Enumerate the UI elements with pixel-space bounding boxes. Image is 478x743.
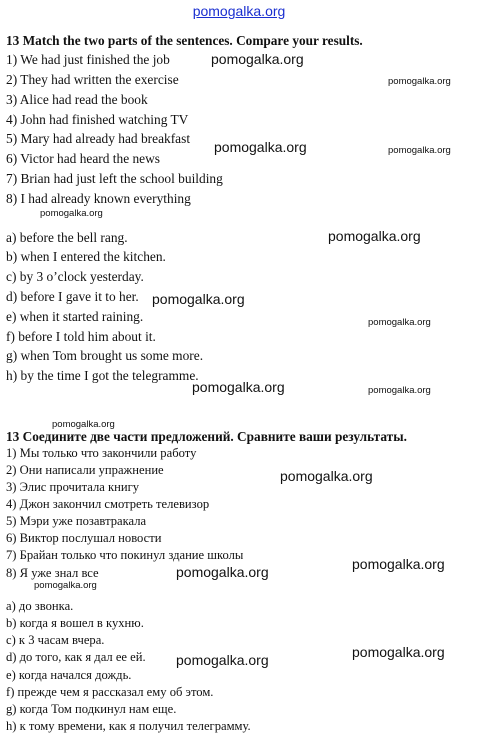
russian-item: 8) Я уже знал все	[6, 566, 99, 580]
watermark: pomogalka.org	[211, 51, 304, 67]
site-link[interactable]: pomogalka.org	[192, 3, 286, 19]
english-ending: b) when I entered the kitchen.	[6, 249, 166, 264]
english-item: 1) We had just finished the job	[6, 52, 170, 67]
english-heading: 13 Match the two parts of the sentences. Compare your results.	[6, 33, 363, 48]
watermark: pomogalka.org	[152, 291, 245, 307]
watermark: pomogalka.org	[34, 580, 97, 591]
english-ending: c) by 3 o’clock yesterday.	[6, 269, 144, 284]
watermark: pomogalka.org	[192, 379, 285, 395]
russian-ending: а) до звонка.	[6, 599, 74, 613]
russian-item: 1) Мы только что закончили работу	[6, 446, 197, 460]
english-item: 7) Brian had just left the school building	[6, 171, 223, 186]
russian-item: 4) Джон закончил смотреть телевизор	[6, 497, 210, 511]
watermark: pomogalka.org	[280, 468, 373, 484]
english-ending: g) when Tom brought us some more.	[6, 348, 204, 363]
english-item: 4) John had finished watching TV	[6, 112, 189, 127]
watermark: pomogalka.org	[368, 385, 431, 396]
watermark: pomogalka.org	[176, 652, 269, 668]
russian-heading: 13 Соедините две части предложений. Сравните ваши результаты.	[6, 429, 407, 444]
english-ending: f) before I told him about it.	[6, 329, 156, 344]
watermark: pomogalka.org	[388, 76, 451, 87]
english-ending: d) before I gave it to her.	[6, 289, 139, 304]
russian-ending: f) прежде чем я рассказал ему об этом.	[6, 685, 214, 699]
english-ending: a) before the bell rang.	[6, 230, 128, 245]
russian-ending: d) до того, как я дал ее ей.	[6, 650, 146, 664]
russian-ending: h) к тому времени, как я получил телеграмму.	[6, 719, 251, 733]
watermark: pomogalka.org	[176, 564, 269, 580]
russian-item: 2) Они написали упражнение	[6, 463, 164, 477]
russian-item: 3) Элис прочитала книгу	[6, 480, 140, 494]
russian-ending: b) когда я вошел в кухню.	[6, 616, 144, 630]
russian-ending: с) к 3 часам вчера.	[6, 633, 105, 647]
russian-ending: g) когда Том подкинул нам еще.	[6, 702, 177, 716]
watermark: pomogalka.org	[328, 228, 421, 244]
russian-item: 6) Виктор послушал новости	[6, 531, 162, 545]
watermark: pomogalka.org	[214, 139, 307, 155]
watermark: pomogalka.org	[352, 556, 445, 572]
english-item: 2) They had written the exercise	[6, 72, 179, 87]
english-item: 3) Alice had read the book	[6, 92, 148, 107]
watermark: pomogalka.org	[52, 419, 115, 430]
watermark: pomogalka.org	[388, 145, 451, 156]
english-item: 8) I had already known everything	[6, 191, 191, 206]
russian-ending: е) когда начался дождь.	[6, 668, 132, 682]
english-ending: h) by the time I got the telegramme.	[6, 368, 199, 383]
english-ending: e) when it started raining.	[6, 309, 144, 324]
english-item: 6) Victor had heard the news	[6, 151, 161, 166]
watermark: pomogalka.org	[368, 317, 431, 328]
russian-item: 5) Мэри уже позавтракала	[6, 514, 147, 528]
watermark: pomogalka.org	[352, 644, 445, 660]
russian-item: 7) Брайан только что покинул здание школы	[6, 548, 244, 562]
watermark: pomogalka.org	[40, 208, 103, 219]
english-item: 5) Mary had already had breakfast	[6, 131, 191, 146]
